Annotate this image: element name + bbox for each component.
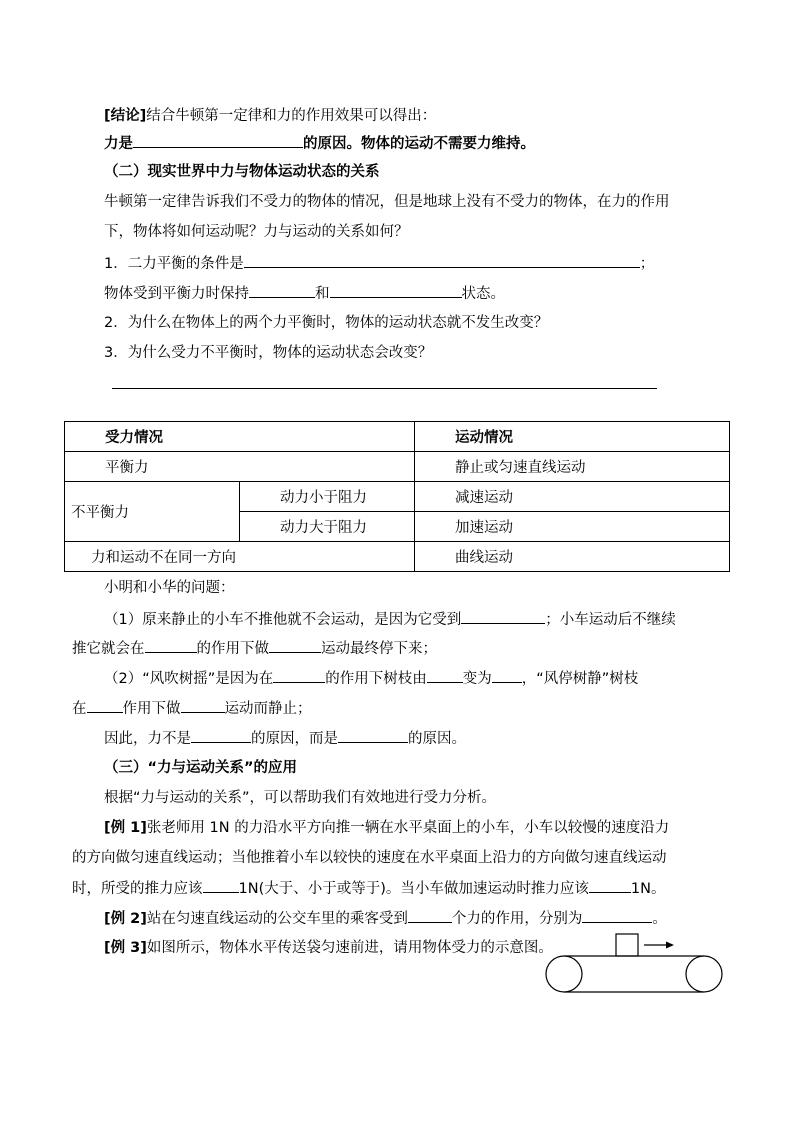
- table-header-motion: 运动情况: [415, 422, 730, 452]
- p2-g: 运动而静止；: [224, 701, 312, 717]
- ex1-l3c: 1N。: [630, 881, 666, 897]
- answer-line[interactable]: [112, 388, 657, 389]
- conclusion-line: [104, 106, 436, 126]
- question-3: 3．为什么受力不平衡时，物体的运动状态会改变？: [104, 345, 433, 361]
- answer-blank[interactable]: [408, 908, 452, 923]
- section2-intro-1: 牛顿第一定律告诉我们不受力的物体的情况，但是地球上没有不受力的物体，在力的作用: [104, 194, 670, 210]
- ex1-tag: [例 1]: [104, 820, 147, 836]
- question-p1-line1: [104, 609, 676, 630]
- conclusion-suffix: 的原因。物体的运动不需要力维持。: [303, 136, 535, 152]
- answer-blank[interactable]: [249, 283, 315, 298]
- p1-d: 的作用下做: [196, 641, 269, 657]
- ex3-tag: [例 3]: [104, 940, 147, 956]
- ex1-l3a: 时，所受的推力应该: [72, 881, 203, 897]
- answer-blank[interactable]: [330, 283, 462, 298]
- table-cell: 静止或匀速直线运动: [415, 452, 730, 482]
- questions-title: 小明和小华的问题：: [104, 580, 235, 596]
- p3-b: 的原因，而是: [251, 731, 338, 747]
- answer-blank[interactable]: [582, 908, 652, 923]
- force-motion-table: [64, 421, 730, 572]
- table-row: [65, 422, 730, 452]
- q1b-mid: 和: [315, 286, 330, 302]
- q1b-suffix: 状态。: [461, 286, 505, 302]
- question-1: [104, 253, 654, 274]
- p3-a: 因此，力不是: [104, 731, 191, 747]
- p2-b: 的作用下树枝由: [325, 671, 427, 687]
- table-cell: 平衡力: [65, 452, 415, 482]
- p1-e: 运动最终停下来；: [321, 641, 437, 657]
- question-p1-line2: [72, 638, 437, 659]
- table-cell: 力和运动不在同一方向: [65, 542, 415, 572]
- ex2-a: 站在匀速直线运动的公交车里的乘客受到: [146, 911, 408, 927]
- right-roller: [686, 956, 722, 992]
- answer-blank[interactable]: [203, 878, 239, 893]
- motion-arrow-head: [666, 942, 674, 949]
- q1b-prefix: 物体受到平衡力时保持: [104, 286, 249, 302]
- conclusion-text: 结合牛顿第一定律和力的作用效果可以得出：: [146, 108, 437, 124]
- p3-c: 的原因。: [408, 731, 466, 747]
- question-1b: [104, 283, 505, 304]
- table-cell: 动力小于阻力: [240, 482, 415, 512]
- example-2: [104, 908, 667, 929]
- answer-blank[interactable]: [269, 638, 321, 653]
- ex2-tag: [例 2]: [104, 911, 147, 927]
- example-1-line1: [104, 818, 669, 838]
- ex2-b: 个力的作用，分别为: [451, 911, 583, 927]
- question-p2-line1: [104, 668, 638, 689]
- conclusion-tag: [结论]: [104, 108, 147, 124]
- section2-heading: （二）现实世界中力与物体运动状态的关系: [104, 164, 380, 180]
- answer-blank[interactable]: [145, 638, 197, 653]
- left-roller: [546, 956, 582, 992]
- p2-d: ，“风停树静”树枝: [521, 671, 639, 687]
- answer-blank[interactable]: [181, 698, 225, 713]
- q1-end: ；: [639, 256, 655, 272]
- table-cell: 曲线运动: [415, 542, 730, 572]
- p2-a: （2）“风吹树摇”是因为在: [104, 671, 274, 687]
- p1-c: 推它就会在: [72, 641, 145, 657]
- example-1-line3: [72, 878, 665, 899]
- object-box: [616, 934, 638, 956]
- table-header-force: 受力情况: [65, 422, 415, 452]
- p1-b: ；小车运动后不继续: [545, 612, 676, 628]
- section3-heading: （三）“力与运动关系”的应用: [104, 760, 298, 776]
- table-cell: 减速运动: [415, 482, 730, 512]
- conveyor-belt-diagram: [540, 930, 730, 1000]
- ex1-l1: 张老师用 1N 的力沿水平方向推一辆在水平桌面上的小车，小车以较慢的速度沿力: [146, 820, 670, 836]
- example-3: [104, 938, 553, 958]
- answer-blank[interactable]: [87, 698, 123, 713]
- table-cell: 加速运动: [415, 512, 730, 542]
- answer-blank[interactable]: [427, 668, 463, 683]
- p2-e: 在: [72, 701, 87, 717]
- example-1-line2: 的方向做匀速直线运动；当他推着小车以较快的速度在水平桌面上沿力的方向做匀速直线运动: [72, 850, 667, 866]
- table-cell: 不平衡力: [65, 482, 240, 542]
- p1-a: （1）原来静止的小车不推他就不会运动，是因为它受到: [104, 612, 462, 628]
- ex2-c: 。: [652, 911, 667, 927]
- table-row: [65, 452, 730, 482]
- answer-blank[interactable]: [492, 668, 522, 683]
- ex3-text: 如图所示，物体水平传送袋匀速前进，请用物体受力的示意图。: [146, 940, 553, 956]
- answer-blank[interactable]: [589, 878, 631, 893]
- ex1-l3b: 1N(大于、小于或等于)。当小车做加速运动时推力应该: [238, 881, 589, 897]
- answer-blank[interactable]: [338, 728, 408, 743]
- p2-c: 变为: [462, 671, 492, 687]
- answer-blank[interactable]: [191, 728, 251, 743]
- table-row: [65, 482, 730, 512]
- p2-f: 作用下做: [122, 701, 181, 717]
- question-2: 2．为什么在物体上的两个力平衡时，物体的运动状态就不发生改变？: [104, 315, 549, 331]
- section2-intro-2: 下，物体将如何运动呢？力与运动的关系如何？: [104, 224, 409, 240]
- conclusion-prefix: 力是: [104, 136, 133, 152]
- answer-blank[interactable]: [244, 253, 640, 268]
- table-row: [65, 542, 730, 572]
- conclusion-statement: [104, 133, 535, 154]
- section3-intro: 根据“力与运动的关系”，可以帮助我们有效地进行受力分析。: [104, 790, 497, 806]
- answer-blank[interactable]: [461, 609, 545, 624]
- question-p2-line2: [72, 698, 312, 719]
- table-cell: 动力大于阻力: [240, 512, 415, 542]
- question-p3: [104, 728, 466, 749]
- answer-blank[interactable]: [133, 133, 303, 148]
- q1-prefix: 1．二力平衡的条件是: [104, 256, 244, 272]
- answer-blank[interactable]: [273, 668, 325, 683]
